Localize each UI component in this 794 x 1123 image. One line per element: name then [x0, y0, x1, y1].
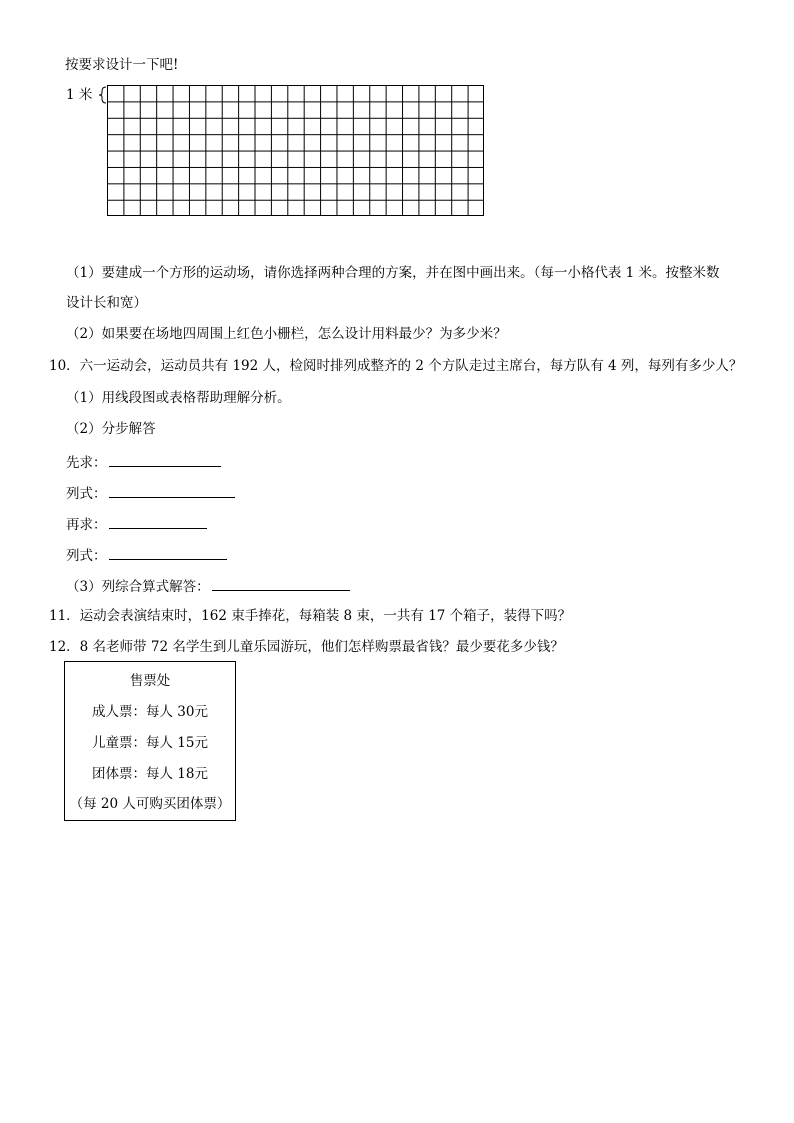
step3-label: 再求： [66, 517, 107, 533]
q10-stem: 10．六一运动会，运动员共有 192 人，检阅时排列成整齐的 2 个方队走过主席台，每方队有 4 列，每列有多少人？ [49, 358, 743, 374]
q10-part2: （2）分步解答 [66, 421, 156, 437]
step3-answer-blank[interactable] [109, 515, 207, 529]
group-ticket-price: 团体票：每人 18元 [92, 766, 208, 782]
step4-answer-blank[interactable] [109, 546, 227, 560]
child-ticket-price: 儿童票：每人 15元 [92, 735, 208, 751]
intro-text: 按要求设计一下吧! [65, 57, 179, 73]
step2-label: 列式： [66, 486, 107, 502]
step2-answer-blank[interactable] [109, 484, 235, 498]
q9-part1-line2: 设计长和宽） [66, 295, 147, 311]
part3-answer-blank[interactable] [212, 577, 350, 591]
q10-step2 [66, 484, 235, 502]
group-ticket-note: （每 20 人可购买团体票） [69, 796, 231, 812]
q10-step1 [66, 453, 221, 471]
part3-label: （3）列综合算式解答： [66, 579, 210, 595]
q12-stem: 12．8 名老师带 72 名学生到儿童乐园游玩，他们怎样购票最省钱？最少要花多少钱？ [49, 639, 564, 655]
q11-stem: 11．运动会表演结束时，162 束手捧花，每箱装 8 束，一共有 17 个箱子，装得下吗？ [49, 608, 572, 624]
step1-answer-blank[interactable] [109, 453, 221, 467]
ticket-office-box [64, 661, 236, 821]
brace-icon [97, 86, 107, 104]
ticket-box-title: 售票处 [129, 673, 171, 689]
step4-label: 列式： [66, 548, 107, 564]
q10-part3 [66, 577, 350, 595]
q10-part1: （1）用线段图或表格帮助理解分析。 [66, 390, 291, 406]
grid-scale-label: 1 米 [66, 87, 93, 103]
q10-step3 [66, 515, 207, 533]
adult-ticket-price: 成人票：每人 30元 [92, 704, 208, 720]
q9-part2: （2）如果要在场地四周围上红色小栅栏，怎么设计用料最少？为多少米？ [66, 326, 507, 342]
square-grid[interactable] [107, 85, 484, 216]
q9-part1-line1: （1）要建成一个方形的运动场，请你选择两种合理的方案，并在图中画出来。（每一小格代表 1 米。按整米数 [66, 265, 720, 281]
q10-step4 [66, 546, 227, 564]
step1-label: 先求： [66, 455, 107, 471]
